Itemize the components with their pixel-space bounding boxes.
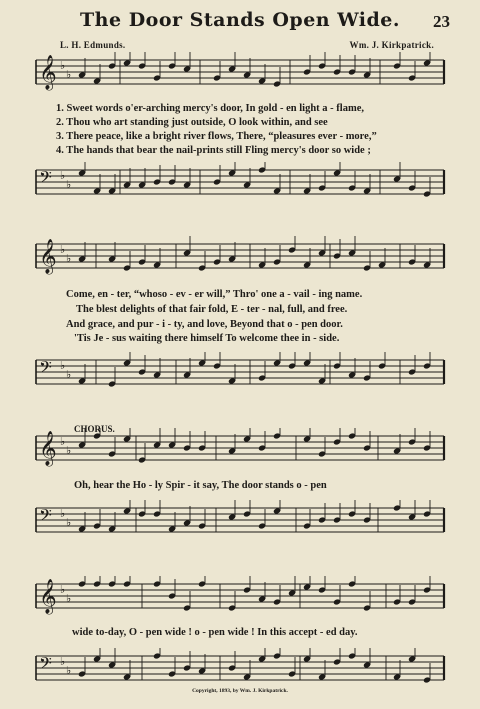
system2-treble-staff [0,236,480,286]
composer-credit: Wm. J. Kirkpatrick. [349,40,434,50]
verse1-line1: 1. Sweet words o'er-arching mercy's door, In gold - en light a - flame, [56,103,364,114]
chorus-lyric-line1: Oh, hear the Ho - ly Spir - it say, The door stands o - pen [74,480,327,491]
system2-bass-staff [0,352,480,402]
key-flat-icon: ♭ [60,244,66,256]
key-flat-icon: ♭ [66,253,72,265]
key-flat-icon: ♭ [60,360,66,372]
verse4-line1: 4. The hands that bear the nail-prints still Fling mercy's door so wide ; [56,145,371,156]
system4-treble-staff [0,576,480,626]
lyricist-credit: L. H. Edmunds. [60,40,126,50]
verse1-line2: Come, en - ter, “whoso - ev - er will,” Thro' one a - vail - ing name. [66,289,363,300]
verse3-line1: 3. There peace, like a bright river flows, There, “pleasures ever - more,” [56,131,377,142]
chorus-lyric-line2: wide to-day, O - pen wide ! o - pen wide ! In this accept - ed day. [72,627,358,638]
key-flat-icon: ♭ [66,445,72,457]
system1-treble-staff [0,52,480,102]
hymn-title: The Door Stands Open Wide. [80,9,400,31]
key-flat-icon: ♭ [60,584,66,596]
key-flat-icon: ♭ [60,508,66,520]
key-flat-icon: ♭ [66,665,72,677]
bass-clef-icon: 𝄢 [39,505,52,529]
key-flat-icon: ♭ [60,656,66,668]
chorus-label: CHORUS. [74,424,115,434]
key-flat-icon: ♭ [60,60,66,72]
verse4-line2: 'Tis Je - sus waiting there himself To welcome thee in - side. [74,333,340,344]
bass-clef-icon: 𝄢 [39,167,52,191]
verse2-line1: 2. Thou who art standing just outside, O look within, and see [56,117,328,128]
system3-bass-staff [0,500,480,550]
verse3-line2: And grace, and pur - i - ty, and love, Beyond that o - pen door. [66,319,343,330]
key-flat-icon: ♭ [66,517,72,529]
copyright-notice: Copyright, 1893, by Wm. J. Kirkpatrick. [192,688,288,694]
treble-clef-icon: 𝄞 [39,239,57,274]
bass-clef-icon: 𝄢 [39,357,52,381]
treble-clef-icon: 𝄞 [39,55,57,90]
key-flat-icon: ♭ [66,593,72,605]
page-number: 23 [433,12,450,31]
key-flat-icon: ♭ [60,436,66,448]
system3-treble-staff [0,428,480,478]
verse2-line2: The blest delights of that fair fold, E - ter - nal, full, and free. [76,304,348,315]
key-flat-icon: ♭ [66,69,72,81]
bass-clef-icon: 𝄢 [39,653,52,677]
treble-clef-icon: 𝄞 [39,579,57,614]
key-flat-icon: ♭ [60,170,66,182]
system1-bass-staff [0,162,480,212]
key-flat-icon: ♭ [66,369,72,381]
key-flat-icon: ♭ [66,179,72,191]
treble-clef-icon: 𝄞 [39,431,57,466]
